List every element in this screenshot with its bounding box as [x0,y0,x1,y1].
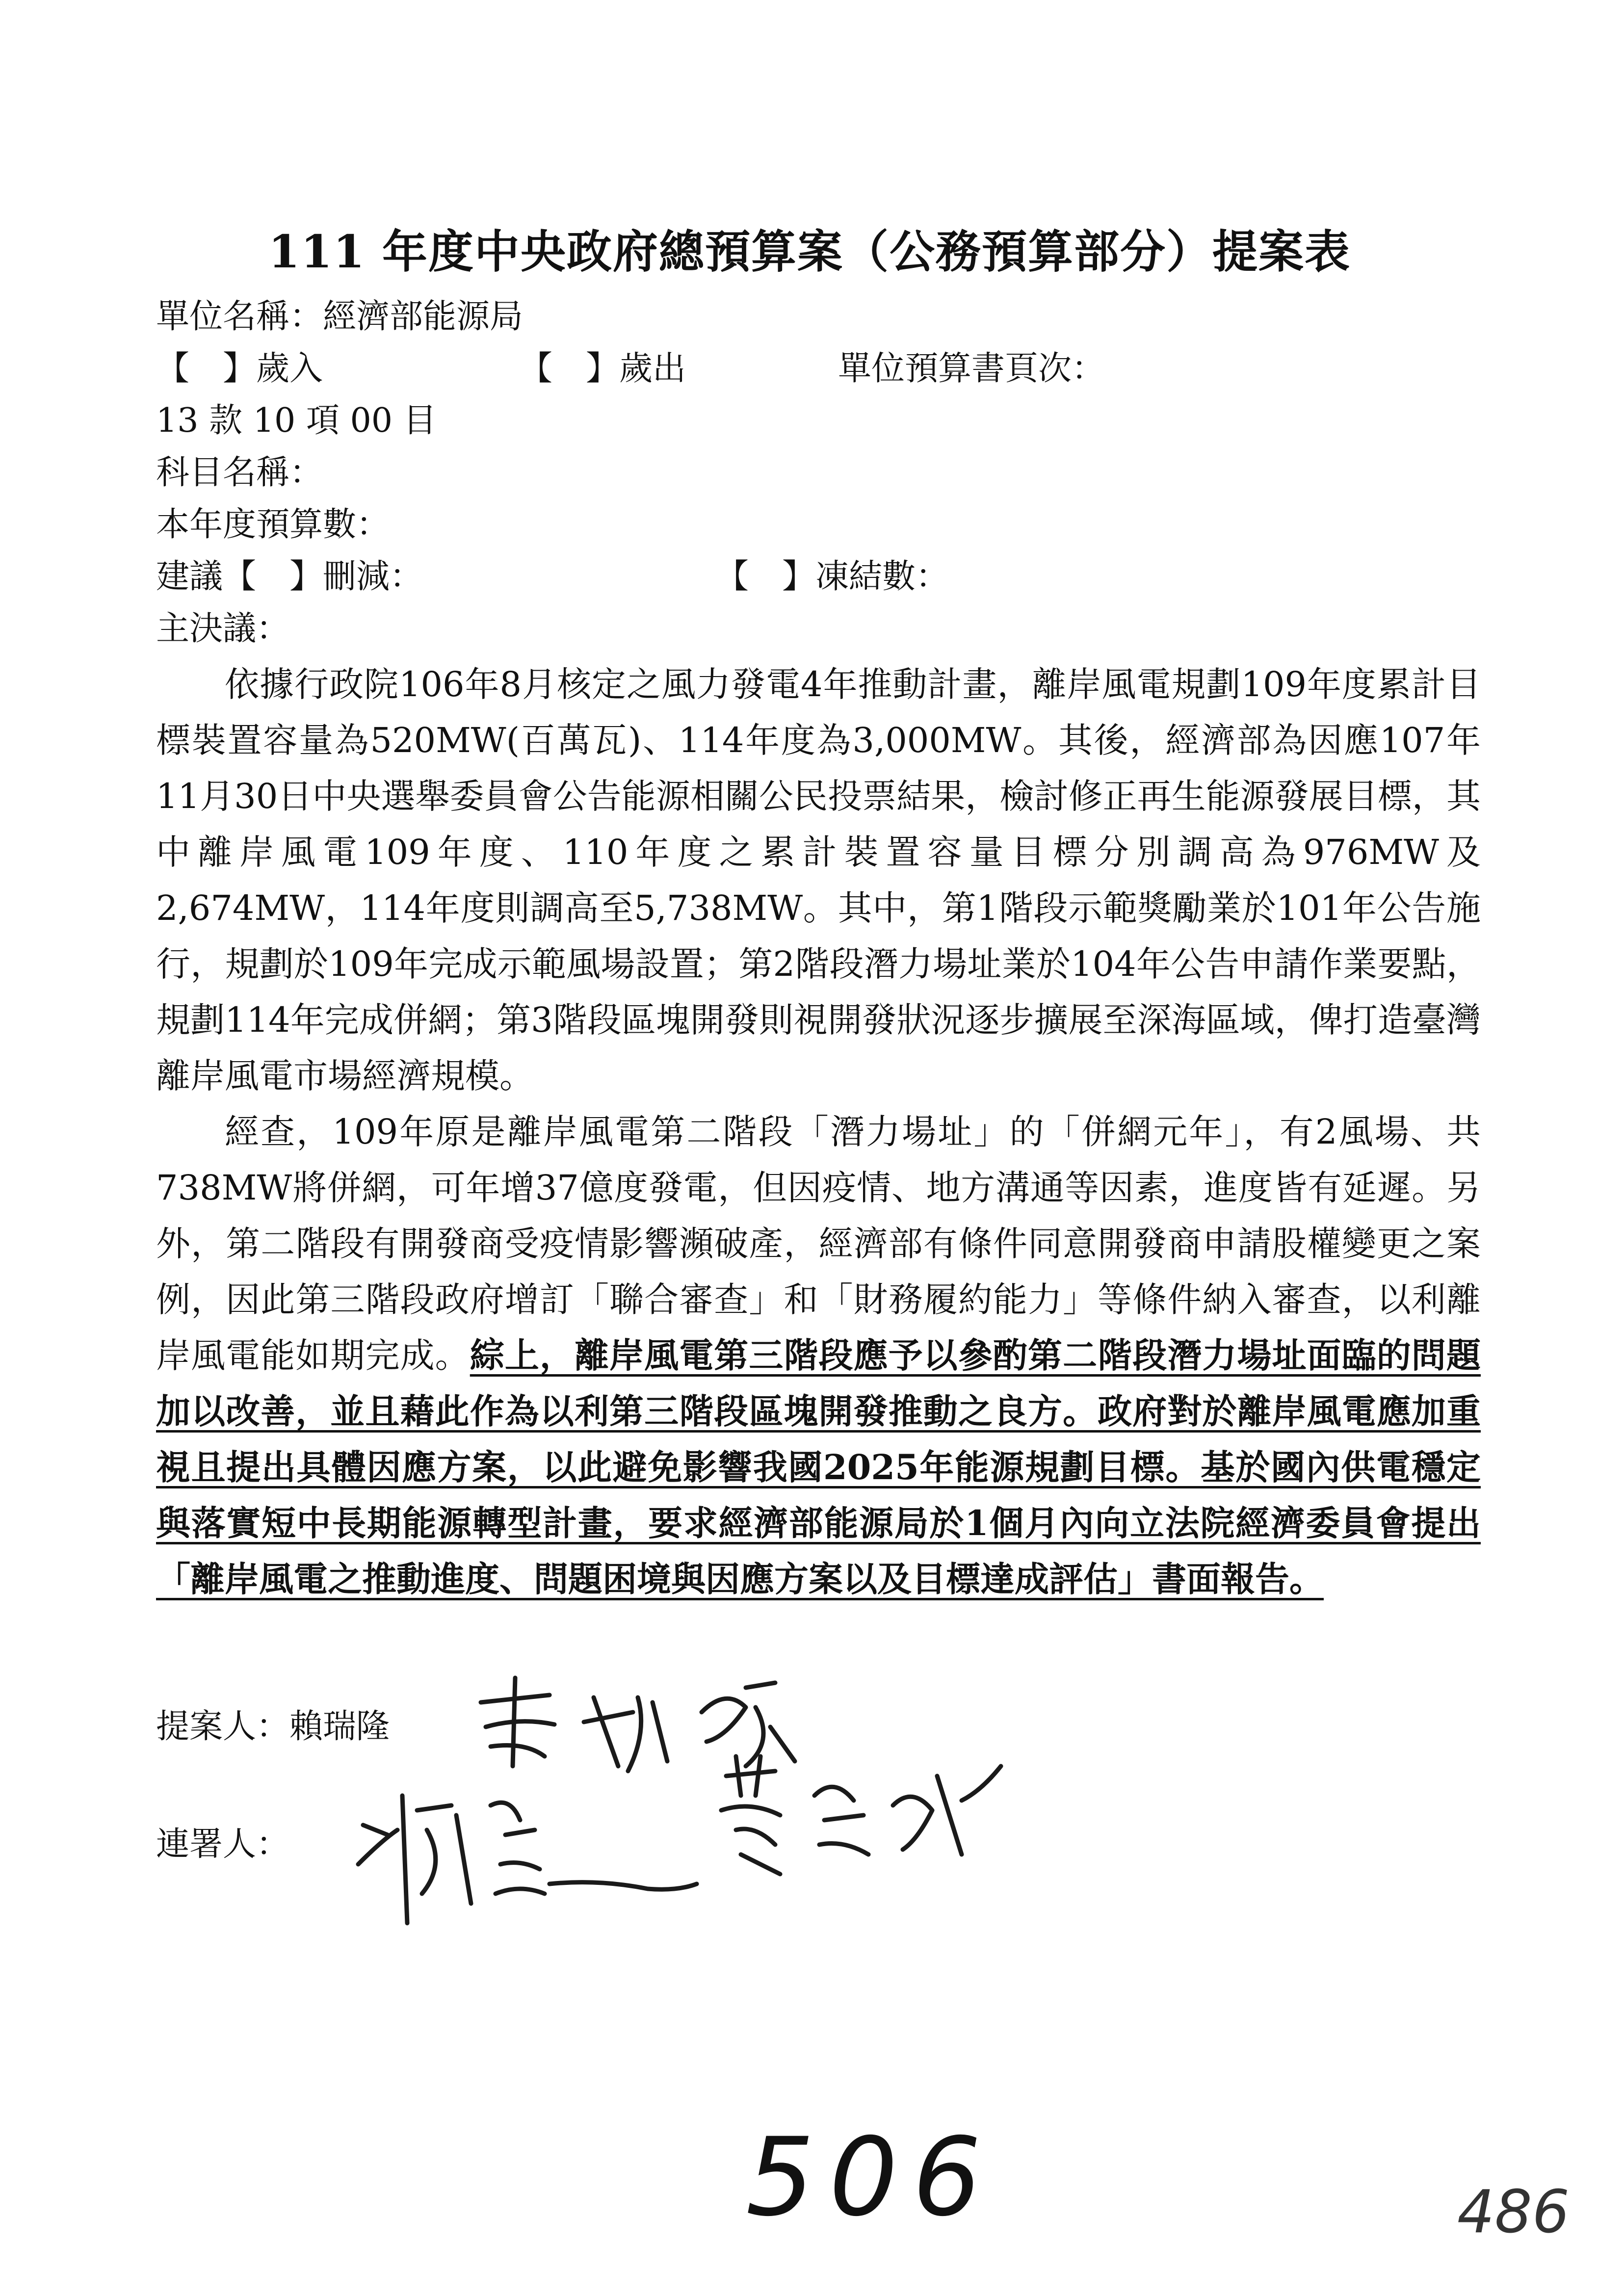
cosigner-label: 連署人： [156,1825,290,1864]
subject-name: 科目名稱： [156,453,323,492]
expense-checkbox: 【 】歲出 [519,349,686,388]
budget-amount: 本年度預算數： [156,505,390,544]
item-code: 13 款 10 項 00 目 [156,401,437,440]
proposal-freeze: 【 】凍結數： [715,557,949,596]
checkbox-row [156,349,1105,389]
handwritten-small-number: 486 [1457,2178,1570,2246]
proposal-row [156,557,949,597]
cosigner-signature-2 [707,1747,1021,1894]
paragraph-2-plain: 經查，109年原是離岸風電第二階段「潛力場址」的「併網元年」，有2風場、共738MW將併網，可年增37億度發電，但因疫情、地方溝通等因素，進度皆有延遲。另外，第二階段有開發商受疫情影響瀕破產，經濟部有條件同意開發商申請股權變更之案例，因此第三階段政府增訂「聯合審查」和「財務履約能力」等條件納入審查，以利離岸風電能如期完成。 [156,1112,1481,1376]
paragraph-2-emphasis: 綜上，離岸風電第三階段應予以參酌第二階段潛力場址面臨的問題加以改善，並且藉此作為以利第三階段區塊開發推動之良方。政府對於離岸風電應加重視且提出具體因應方案，以此避免影響我國2025年能源規劃目標。基於國內供電穩定與落實短中長期能源轉型計畫，要求經濟部能源局於1個月內向立法院經濟委員會提出「離岸風電之推動進度、問題困境與因應方案以及目標達成評估」書面報告。 [156,1335,1481,1599]
budget-page-label: 單位預算書頁次： [838,349,1105,388]
proposal-cut: 建議【 】刪減： [156,557,423,596]
paragraph-1: 依據行政院106年8月核定之風力發電4年推動計畫，離岸風電規劃109年度累計目標裝置容量為520MW(百萬瓦)、114年度為3,000MW。其後，經濟部為因應107年11月30日中央選舉委員會公告能源相關公民投票結果，檢討修正再生能源發展目標，其中離岸風電109年度、110年度之累計裝置容量目標分別調高為976MW及2,674MW，114年度則調高至5,738MW。其中，第1階段示範獎勵業於101年公告施行，規劃於109年完成示範風場設置；第2階段潛力場址業於104年公告申請作業要點，規劃114年完成併網；第3階段區塊開發則視開發狀況逐步擴展至深海區域，俾打造臺灣離岸風電市場經濟規模。 [156,664,1481,1096]
revenue-checkbox: 【 】歲入 [156,349,323,388]
paragraph-2 [156,1104,1481,1607]
proposer: 提案人：賴瑞隆 [156,1707,390,1746]
resolution-label: 主決議： [156,609,290,648]
cosigner-signature-1 [343,1766,736,1962]
resolution-body [156,656,1481,1607]
handwritten-page-number: 506 [746,2114,996,2240]
unit-name: 單位名稱：經濟部能源局 [156,297,524,336]
document-title: 111 年度中央政府總預算案（公務預算部分）提案表 [268,225,1351,278]
